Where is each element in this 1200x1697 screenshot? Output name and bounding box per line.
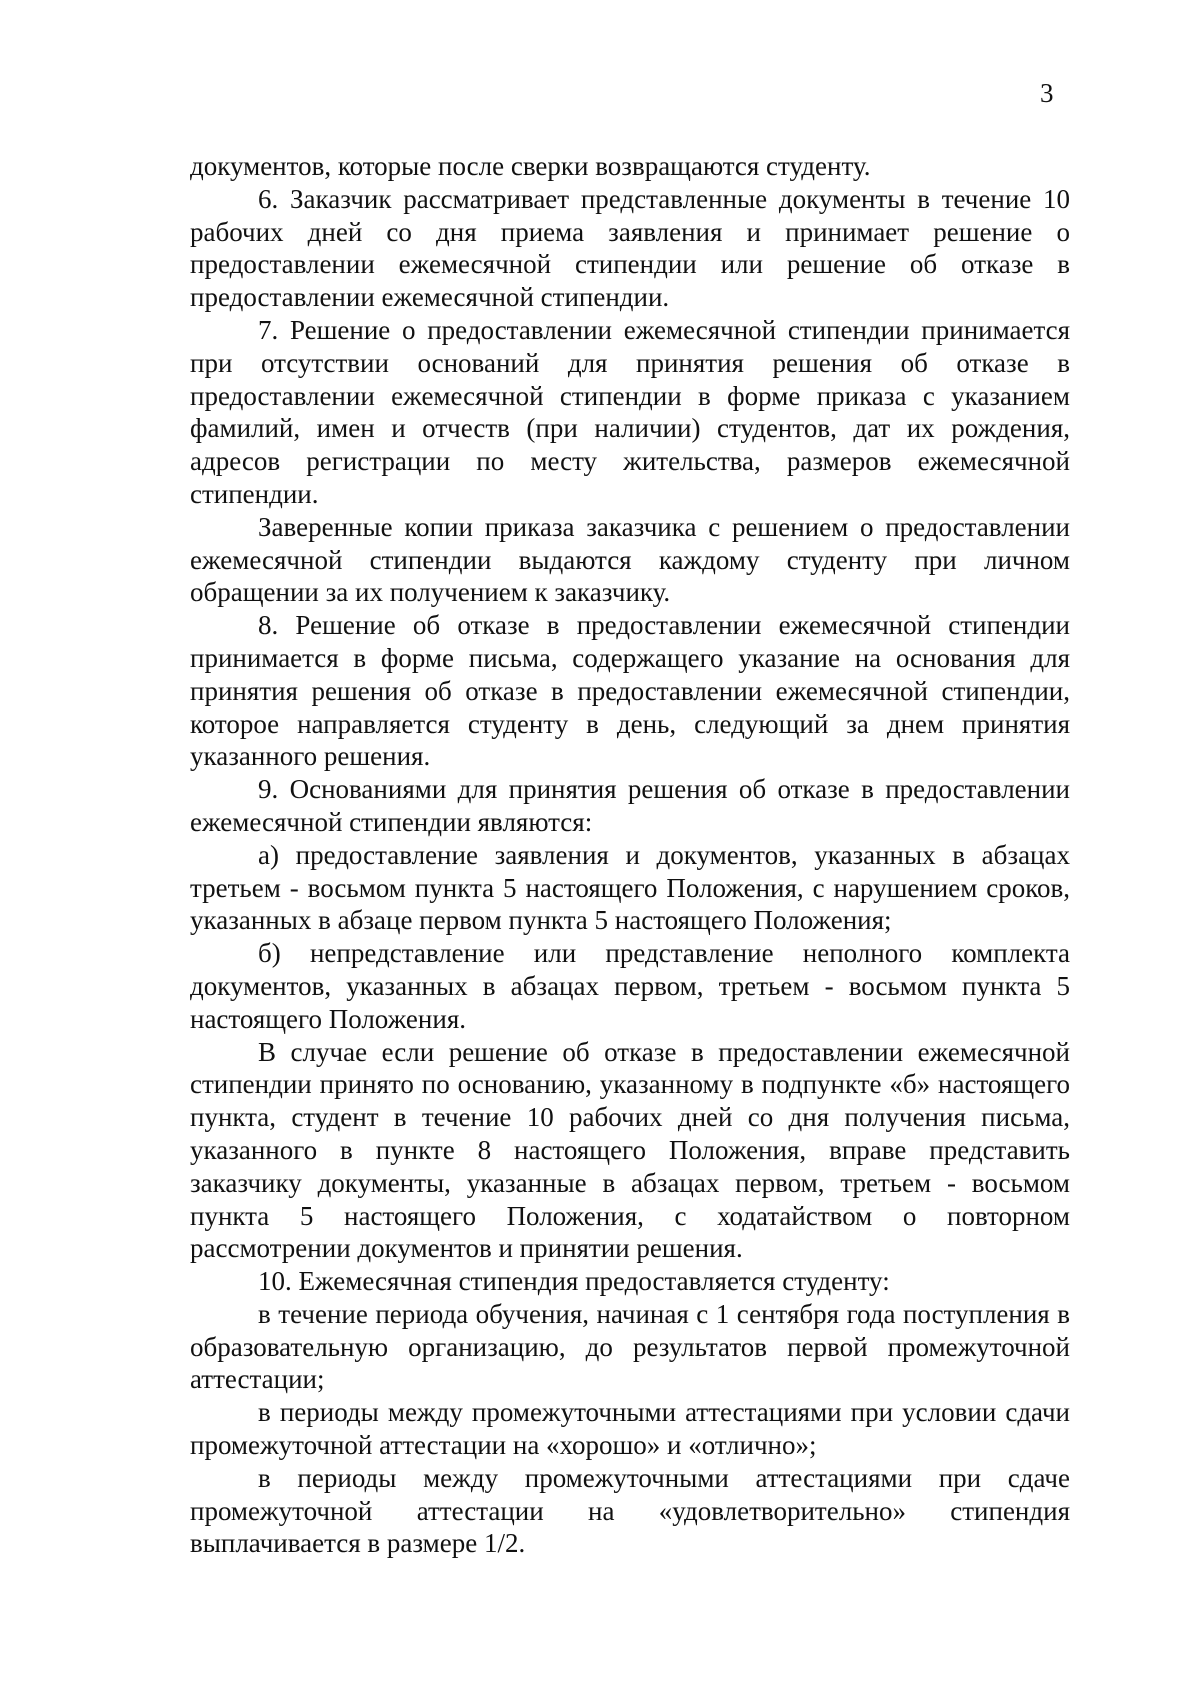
paragraph-period-good: в периоды между промежуточными аттестациями при условии сдачи промежуточной аттестации на «хорошо» и «отлично»;: [190, 1397, 1070, 1461]
paragraph-continuation: документов, которые после сверки возвращаются студенту.: [190, 151, 871, 181]
paragraph-subitem-b: б) непредставление или представление неполного комплекта документов, указанных в абзацах первом, третьем - восьмом пункта 5 настоящего Положения.: [190, 938, 1070, 1034]
paragraph-subitem-a: а) предоставление заявления и документов, указанных в абзацах третьем - восьмом пункта 5 настоящего Положения, с нарушением сроков, указанных в абзаце первом пункта 5 настоящего Положения;: [190, 839, 1070, 936]
paragraph-certified-copies: Заверенные копии приказа заказчика с решением о предоставлении ежемесячной стипендии выдаются каждому студенту при личном обращении за их получением к заказчику.: [190, 511, 1070, 608]
paragraph-period-first: в течение периода обучения, начиная с 1 сентября года поступления в образовательную организацию, до результатов первой промежуточной аттестации;: [190, 1298, 1070, 1395]
paragraph-period-satisfactory: в периоды между промежуточными аттестациями при сдаче промежуточной аттестации на «удовлетворительно» стипендия выплачивается в размере 1/2.: [190, 1462, 1070, 1559]
paragraph-item-6: 6. Заказчик рассматривает представленные документы в течение 10 рабочих дней со дня приема заявления и принимает решение о предоставлении ежемесячной стипендии или решение об отказе в предоставлении ежемесячной стипендии.: [190, 183, 1070, 313]
paragraph-item-7: 7. Решение о предоставлении ежемесячной стипендии принимается при отсутствии оснований для принятия решения об отказе в предоставлении ежемесячной стипендии в форме приказа с указанием фамилий, имен и отчеств (при наличии) студентов, дат их рождения, адресов регистрации по месту жительства, размеров ежемесячной стипендии.: [190, 314, 1070, 509]
page-number: 3: [1040, 78, 1054, 108]
document-body: [190, 150, 1070, 1560]
paragraph-item-10: 10. Ежемесячная стипендия предоставляется студенту:: [258, 1266, 890, 1297]
paragraph-item-9: 9. Основаниями для принятия решения об отказе в предоставлении ежемесячной стипендии являются:: [190, 774, 1070, 837]
paragraph-resubmission: В случае если решение об отказе в предоставлении ежемесячной стипендии принято по основанию, указанному в подпункте «б» настоящего пункта, студент в течение 10 рабочих дней со дня получения письма, указанного в пункте 8 настоящего Положения, вправе представить заказчику документы, указанные в абзацах первом, третьем - восьмом пункта 5 настоящего Положения, с ходатайством о повторном рассмотрении документов и принятии решения.: [190, 1036, 1070, 1264]
paragraph-item-8: 8. Решение об отказе в предоставлении ежемесячной стипендии принимается в форме письма, содержащего указание на основания для принятия решения об отказе в предоставлении ежемесячной стипендии, которое направляется студенту в день, следующий за днем принятия указанного решения.: [190, 610, 1070, 772]
